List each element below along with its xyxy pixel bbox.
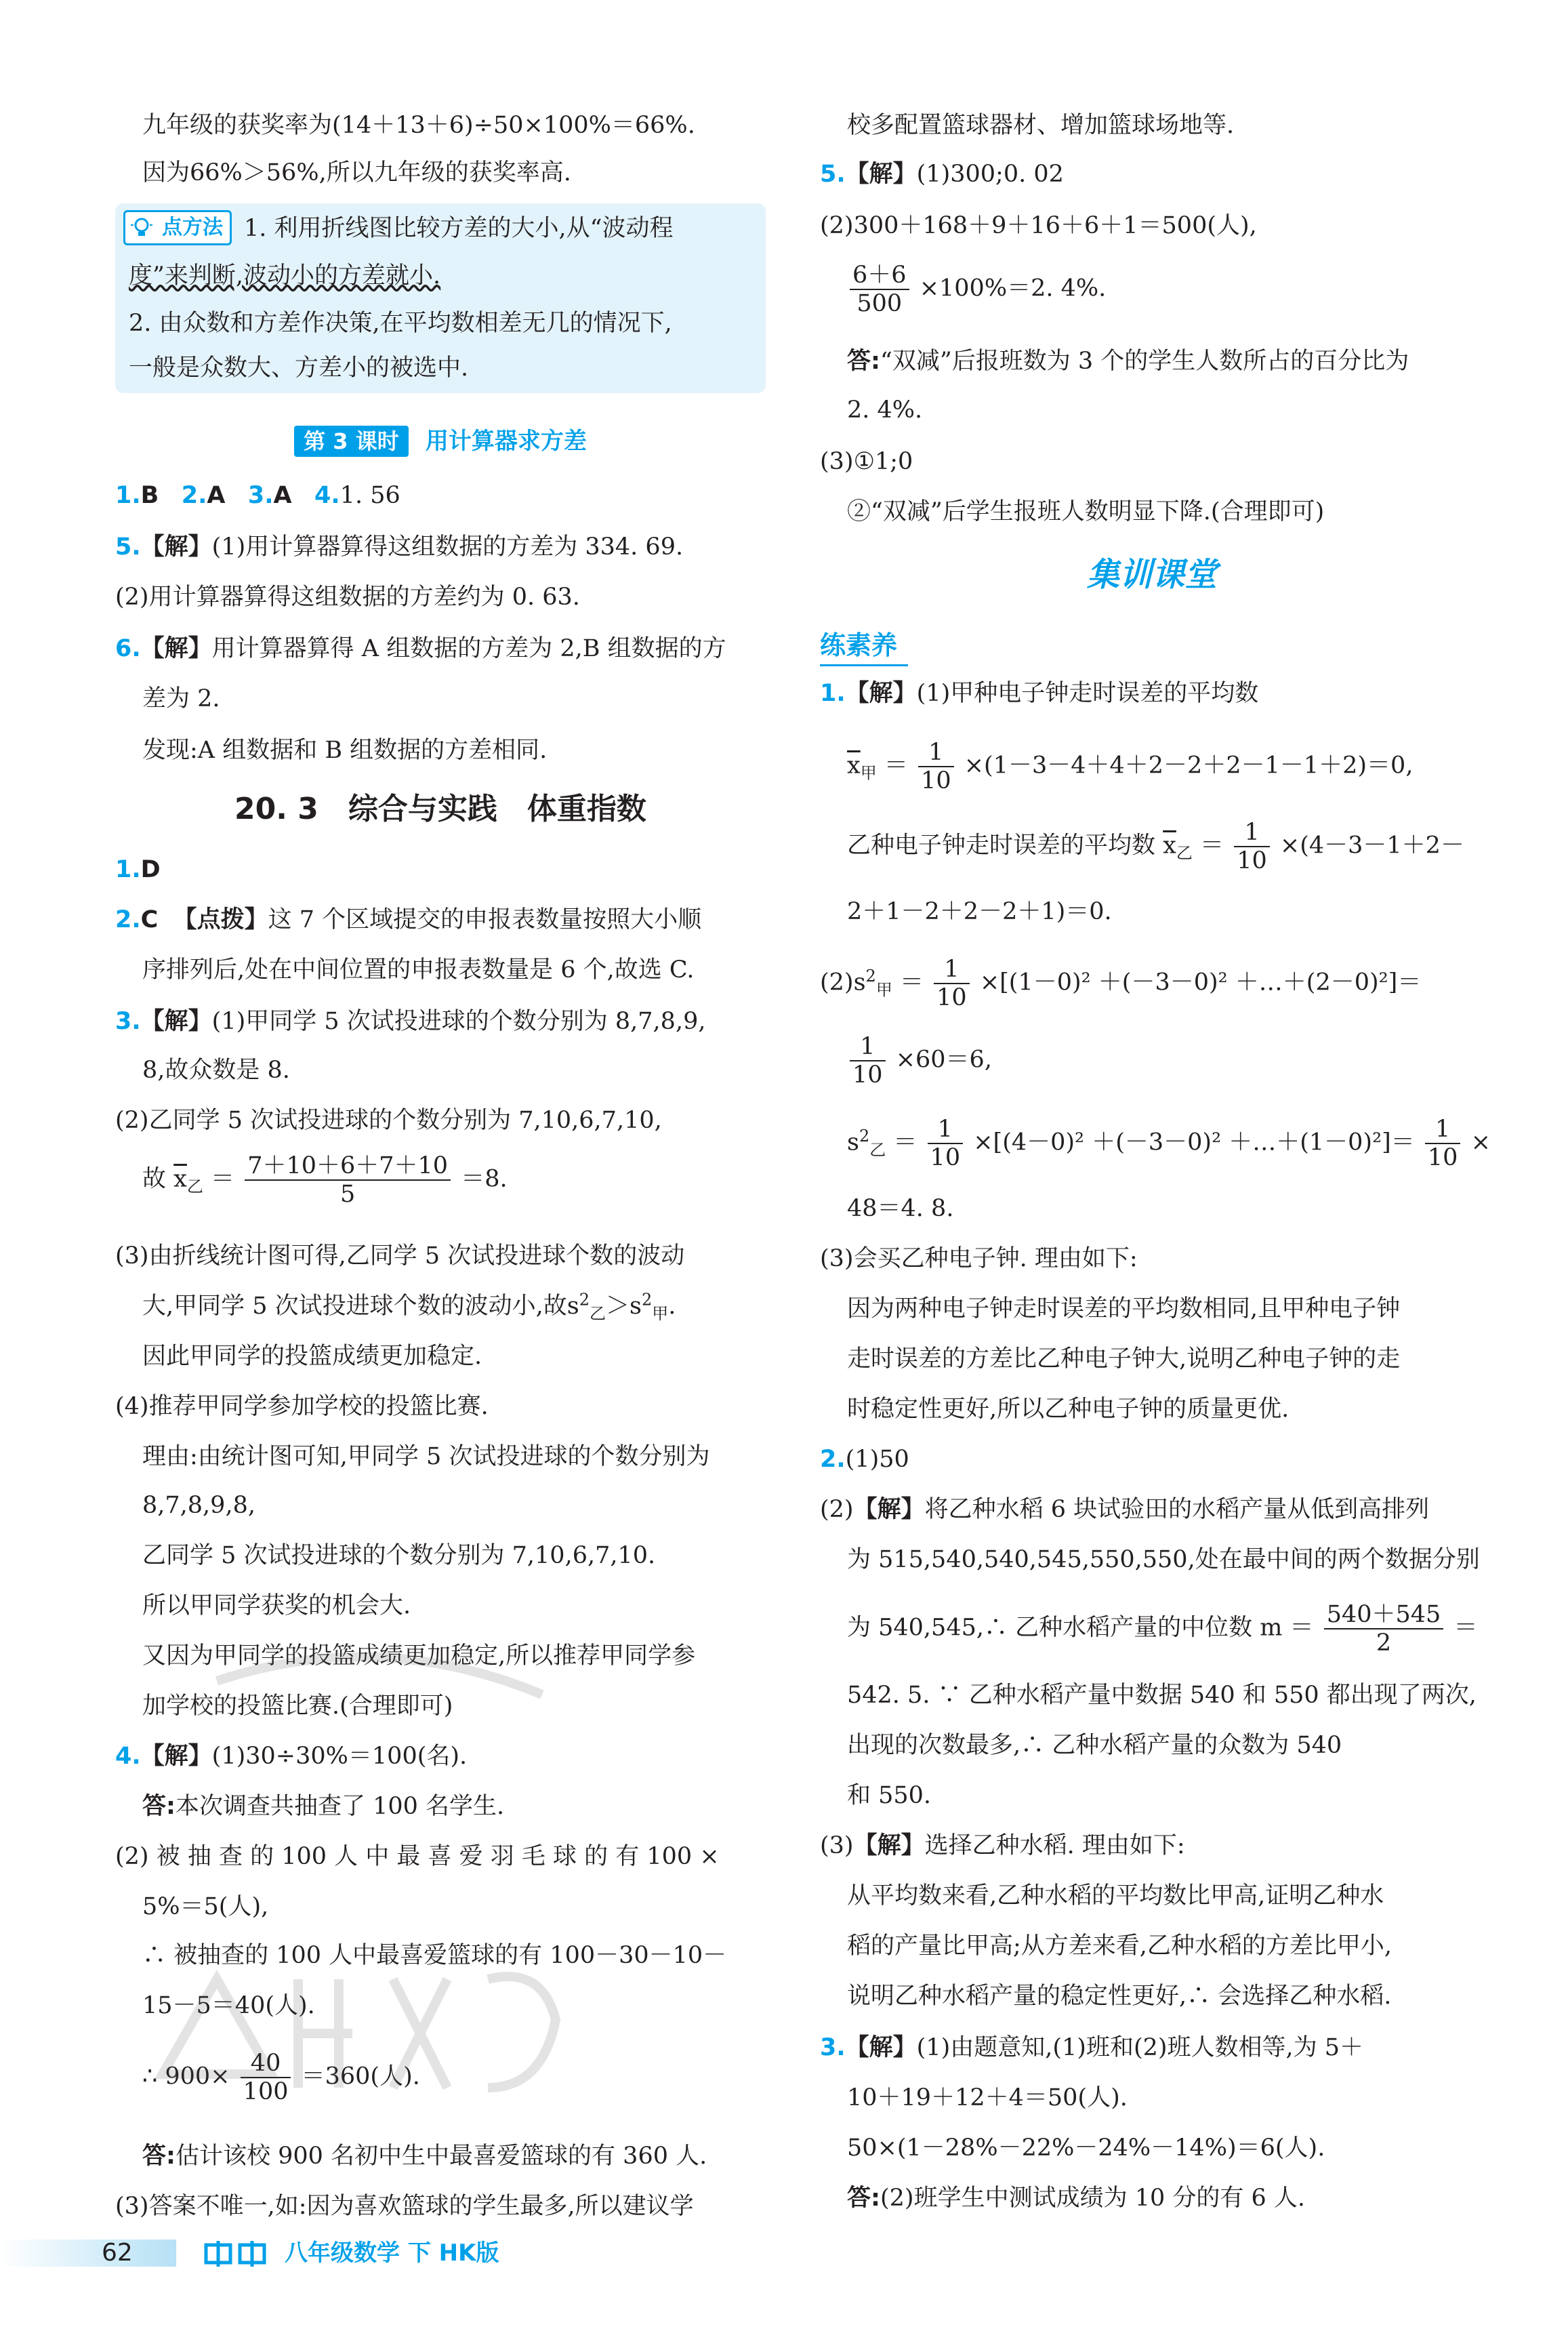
text-line: 和 550.	[847, 1782, 932, 1809]
formula-line: $\frac{6+6}{500}$ ×100%＝2. 4%.	[847, 262, 1106, 317]
text-line: (3)答案不唯一,如:因为喜欢篮球的学生最多,所以建议学	[115, 2193, 694, 2220]
text-line: (3)①1;0	[820, 448, 913, 475]
question-3: 3.【解】(1)由题意知,(1)班和(2)班人数相等,为 5＋	[820, 2034, 1364, 2061]
formula-line: $s^2_乙$ ＝ $\frac{1}{10}$ ×[(4－0)² ＋(－3－0)² ＋…＋(1－0)²]＝ $\frac{1}{10}$ ×	[847, 1116, 1491, 1171]
fraction: $\frac{1}{10}$	[1425, 1116, 1461, 1171]
text-line: 542. 5. ∵ 乙种水稻产量中数据 540 和 550 都出现了两次,	[847, 1682, 1477, 1709]
text-line: 九年级的获奖率为(14＋13＋6)÷50×100%＝66%.	[142, 112, 695, 139]
formula-line: 大,甲同学 5 次试投进球个数的波动小,故$s^2_乙>s^2_甲$.	[142, 1290, 676, 1323]
text-line: 又因为甲同学的投篮成绩更加稳定,所以推荐甲同学参	[142, 1642, 696, 1669]
method-tip-label: 点方法	[162, 216, 223, 239]
formula-line: 故 $\overline{x}_乙$ ＝ $\frac{7+10+6+7+10}{5}$ ＝8.	[142, 1152, 508, 1208]
section-title: 集训课堂	[1086, 556, 1217, 594]
formula-line: $\frac{1}{10}$ ×60＝6,	[847, 1033, 992, 1089]
fraction: $\frac{1}{10}$	[1234, 819, 1270, 874]
tip-text: 2. 由众数和方差作决策,在平均数相差无几的情况下,	[129, 310, 672, 337]
formula-line: ∴ 900× $\frac{40}{100}$ ＝360(人).	[142, 2050, 420, 2105]
lesson-badge: 第 3 课时	[294, 426, 409, 457]
fraction: $\frac{40}{100}$	[241, 2050, 291, 2105]
text-line: 加学校的投篮比赛.(合理即可)	[142, 1693, 453, 1720]
text-line: (4)推荐甲同学参加学校的投篮比赛.	[115, 1393, 489, 1420]
text-line: 2. 4%.	[847, 397, 923, 424]
method-tip-box	[115, 203, 766, 393]
fraction: $\frac{540+545}{2}$	[1324, 1601, 1444, 1657]
text-line: 校多配置篮球器材、增加篮球场地等.	[847, 112, 1235, 139]
text-line: 差为 2.	[142, 685, 220, 712]
sub-label: 练素养	[820, 630, 898, 660]
question-3: 3.【解】(1)甲同学 5 次试投进球的个数分别为 8,7,8,9,	[115, 1008, 706, 1035]
text-line: 为 515,540,540,545,550,550,处在最中间的两个数据分别	[847, 1546, 1480, 1573]
formula-line: $(2)s^2_甲$ ＝ $\frac{1}{10}$ ×[(1－0)² ＋(－3－0)² ＋…＋(2－0)²]＝	[820, 956, 1422, 1011]
text-line: 8,故众数是 8.	[142, 1057, 290, 1084]
page-number: 62	[102, 2239, 133, 2267]
lightbulb-icon	[129, 216, 154, 240]
lesson-header	[115, 424, 766, 458]
text-line: 所以甲同学获奖的机会大.	[142, 1592, 411, 1619]
text-line: 发现:A 组数据和 B 组数据的方差相同.	[142, 737, 548, 764]
text-line: 10＋19＋12＋4＝50(人).	[847, 2084, 1128, 2111]
method-tip-badge	[123, 210, 232, 245]
fraction: $\frac{1}{10}$	[918, 739, 954, 794]
formula-line: $\overline{x}_甲$ ＝ $\frac{1}{10}$ ×(1－3－4＋4＋2－2＋2－1－1＋2)＝0,	[847, 739, 1414, 794]
text-line: (2)300＋168＋9＋16＋6＋1＝500(人),	[820, 212, 1257, 239]
tip-text	[129, 260, 440, 291]
tip-text: 一般是众数大、方差小的被选中.	[129, 355, 469, 382]
text-line: 答:(2)班学生中测试成绩为 10 分的有 6 人.	[847, 2185, 1306, 2212]
fraction: $\frac{7+10+6+7+10}{5}$	[245, 1152, 451, 1208]
question-2: 2.(1)50	[820, 1446, 909, 1473]
formula-line: 乙种电子钟走时误差的平均数 $\overline{x}_乙$ ＝ $\frac{1}{10}$ ×(4－3－1＋2－	[847, 819, 1464, 874]
fraction: $\frac{6+6}{500}$	[850, 262, 909, 317]
text-line: 出现的次数最多,∴ 乙种水稻产量的众数为 540	[847, 1732, 1342, 1759]
text-line: 乙同学 5 次试投进球的个数分别为 7,10,6,7,10.	[142, 1542, 656, 1569]
question-6: 6.【解】用计算器算得 A 组数据的方差为 2,B 组数据的方	[115, 635, 726, 662]
text-line: 15－5＝40(人).	[142, 1992, 315, 2019]
text-line: 答:估计该校 900 名初中生中最喜爱篮球的有 360 人.	[142, 2143, 707, 2170]
question-1: 1.【解】(1)甲种电子钟走时误差的平均数	[820, 680, 1259, 707]
text-line: 时稳定性更好,所以乙种电子钟的质量更优.	[847, 1396, 1290, 1423]
section-title: 20. 3 综合与实践 体重指数	[234, 792, 646, 826]
sub-label-underline	[820, 664, 908, 666]
tip-underlined: 度”来判断,波动小的方差就小.	[129, 262, 441, 289]
text-line: 因为两种电子钟走时误差的平均数相同,且甲种电子钟	[847, 1295, 1401, 1322]
lesson-title: 用计算器求方差	[425, 427, 587, 455]
text-line: (2) 被 抽 查 的 100 人 中 最 喜 爱 羽 毛 球 的 有 100 ×	[115, 1843, 720, 1870]
tip-text: 1. 利用折线图比较方差的大小,从“波动程	[244, 215, 674, 242]
text-line: ②“双减”后学生报班人数明显下降.(合理即可)	[847, 498, 1325, 525]
dianzhong-logo	[203, 2238, 271, 2268]
fraction: $\frac{1}{10}$	[850, 1033, 886, 1089]
text-line: 48＝4. 8.	[847, 1195, 954, 1222]
fraction: $\frac{1}{10}$	[934, 956, 970, 1011]
question-4: 4.【解】(1)30÷30%＝100(名).	[115, 1743, 468, 1770]
question-5: 5.【解】(1)300;0. 02	[820, 161, 1064, 188]
text-line: 答:“双减”后报班数为 3 个的学生人数所占的百分比为	[847, 348, 1409, 375]
text-line: (2)【解】将乙种水稻 6 块试验田的水稻产量从低到高排列	[820, 1496, 1430, 1523]
watermark-graphic	[136, 1600, 623, 2196]
text-line: ∴ 被抽查的 100 人中最喜爱篮球的有 100－30－10－	[142, 1942, 727, 1969]
question-5: 5.【解】(1)用计算器算得这组数据的方差为 334. 69.	[115, 533, 684, 561]
text-line: 序排列后,处在中间位置的申报表数量是 6 个,故选 C.	[142, 956, 695, 984]
answer-row: 1.B 2.A 3.A 4.1. 56	[115, 482, 400, 509]
answer-row: 2.C 【点拨】这 7 个区域提交的申报表数量按照大小顺	[115, 906, 702, 933]
text-line: (2)乙同学 5 次试投进球的个数分别为 7,10,6,7,10,	[115, 1107, 662, 1134]
footer-bar	[0, 2240, 176, 2267]
text-line: (2)用计算器算得这组数据的方差约为 0. 63.	[115, 584, 580, 611]
page-footer	[0, 2234, 1568, 2272]
text-line: 8,7,8,9,8,	[142, 1492, 255, 1519]
text-line: (3)【解】选择乙种水稻. 理由如下:	[820, 1832, 1185, 1859]
fraction: $\frac{1}{10}$	[928, 1116, 964, 1171]
text-line: 5%＝5(人),	[142, 1893, 269, 1920]
text-line: 2＋1－2＋2－2＋1)＝0.	[847, 898, 1112, 925]
formula-line: 为 540,545,∴ 乙种水稻产量的中位数 m ＝ $\frac{540+545}{2}$ ＝	[847, 1601, 1478, 1657]
text-line: 走时误差的方差比乙种电子钟大,说明乙种电子钟的走	[847, 1345, 1401, 1373]
text-line: 50×(1－28%－22%－24%－14%)＝6(人).	[847, 2134, 1325, 2162]
text-line: 理由:由统计图可知,甲同学 5 次试投进球的个数分别为	[142, 1443, 710, 1470]
text-line: 稻的产量比甲高;从方差来看,乙种水稻的方差比甲小,	[847, 1932, 1392, 1960]
text-line: (3)会买乙种电子钟. 理由如下:	[820, 1245, 1138, 1272]
footer-title: 八年级数学 下 HK版	[285, 2240, 499, 2267]
text-line: 说明乙种水稻产量的稳定性更好,∴ 会选择乙种水稻.	[847, 1983, 1392, 2010]
text-line: 因此甲同学的投篮成绩更加稳定.	[142, 1343, 482, 1370]
answer-row: 1.D	[115, 856, 161, 883]
text-line: 因为66%＞56%,所以九年级的获奖率高.	[142, 159, 571, 186]
text-line: 从平均数来看,乙种水稻的平均数比甲高,证明乙种水	[847, 1882, 1384, 1909]
text-line: (3)由折线统计图可得,乙同学 5 次试投进球个数的波动	[115, 1242, 685, 1270]
text-line: 答:本次调查共抽查了 100 名学生.	[142, 1793, 505, 1820]
